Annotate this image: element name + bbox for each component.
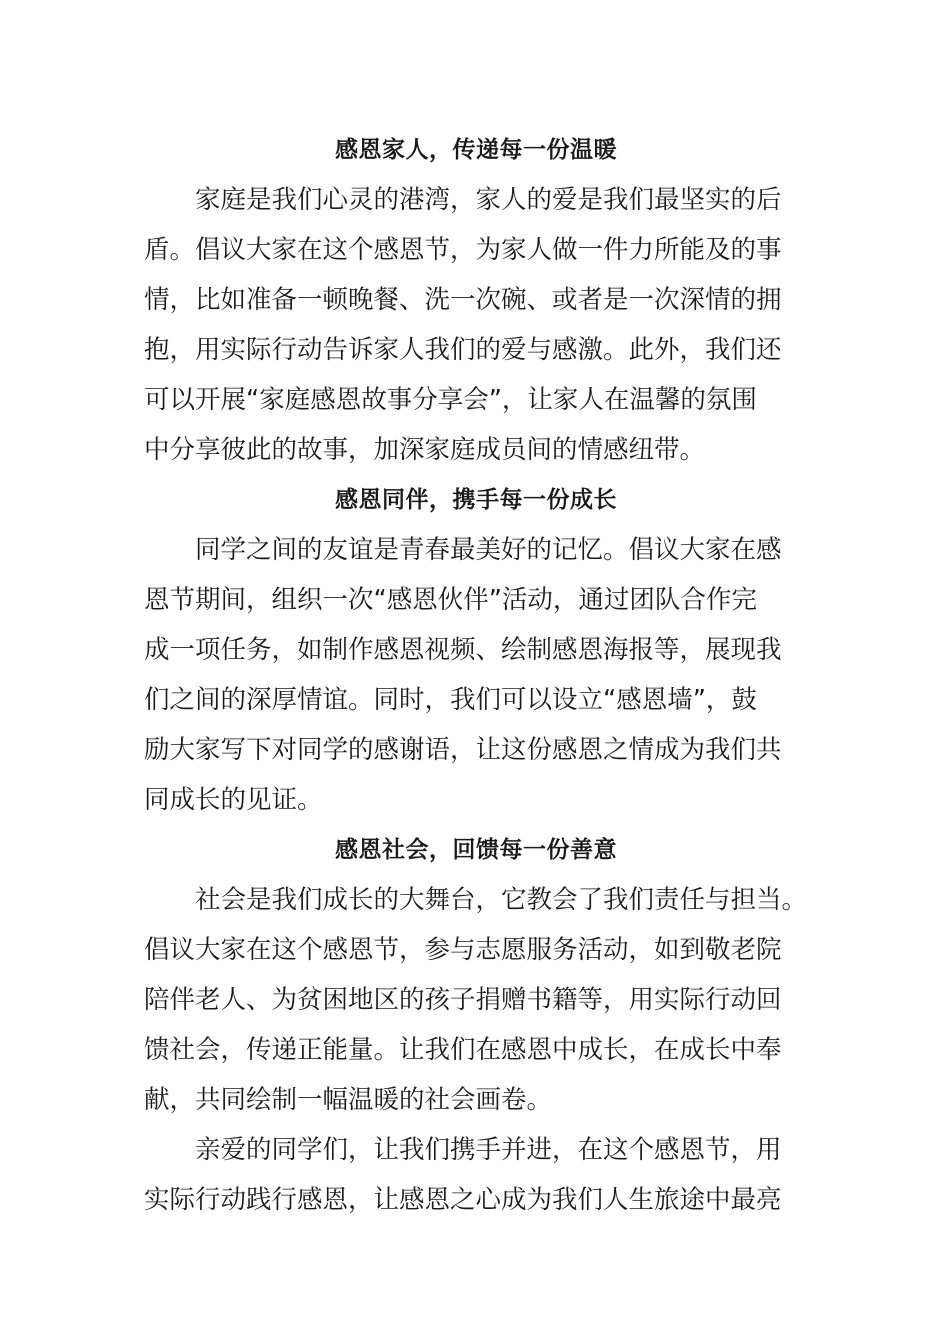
paragraph-line: 盾。倡议大家在这个感恩节，为家人做一件力所能及的事 [144,235,782,265]
paragraph-society [144,875,808,1125]
paragraph-line: 中分享彼此的故事，加深家庭成员间的情感纽带。 [144,435,706,465]
section-heading-peers: 感恩同伴，携手每一份成长 [335,487,617,513]
paragraph-peers [144,525,808,825]
paragraph-line: 抱，用实际行动告诉家人我们的爱与感激。此外，我们还 [144,335,782,365]
section-heading-society: 感恩社会，回馈每一份善意 [335,837,617,863]
paragraph-line: 实际行动践行感恩，让感恩之心成为我们人生旅途中最亮 [144,1185,782,1215]
paragraph-line: 馈社会，传递正能量。让我们在感恩中成长，在成长中奉 [144,1035,782,1065]
paragraph-line: 献，共同绘制一幅温暖的社会画卷。 [144,1085,553,1115]
document-page [144,125,808,1225]
paragraph-family [144,175,808,475]
paragraph-line: 倡议大家在这个感恩节，参与志愿服务活动，如到敬老院 [144,935,782,965]
paragraph-line: 们之间的深厚情谊。同时，我们可以设立“感恩墙”，鼓 [144,685,757,715]
section-heading-family: 感恩家人，传递每一份温暖 [335,137,617,163]
paragraph-line: 同成长的见证。 [144,785,323,815]
paragraph-line: 家庭是我们心灵的港湾，家人的爱是我们最坚实的后 [195,185,782,215]
paragraph-line: 成一项任务，如制作感恩视频、绘制感恩海报等，展现我 [144,635,782,665]
paragraph-line: 情，比如准备一顿晚餐、洗一次碗、或者是一次深情的拥 [144,285,782,315]
paragraph-line: 励大家写下对同学的感谢语，让这份感恩之情成为我们共 [144,735,782,765]
paragraph-line: 同学之间的友谊是青春最美好的记忆。倡议大家在感 [195,535,782,565]
paragraph-line: 社会是我们成长的大舞台，它教会了我们责任与担当。 [195,885,808,915]
paragraph-closing [144,1125,808,1225]
paragraph-line: 可以开展“家庭感恩故事分享会”，让家人在温馨的氛围 [144,385,757,415]
paragraph-line: 陪伴老人、为贫困地区的孩子捐赠书籍等，用实际行动回 [144,985,782,1015]
paragraph-line: 恩节期间，组织一次“感恩伙伴”活动，通过团队合作完 [144,585,757,615]
paragraph-line: 亲爱的同学们，让我们携手并进，在这个感恩节，用 [195,1135,782,1165]
